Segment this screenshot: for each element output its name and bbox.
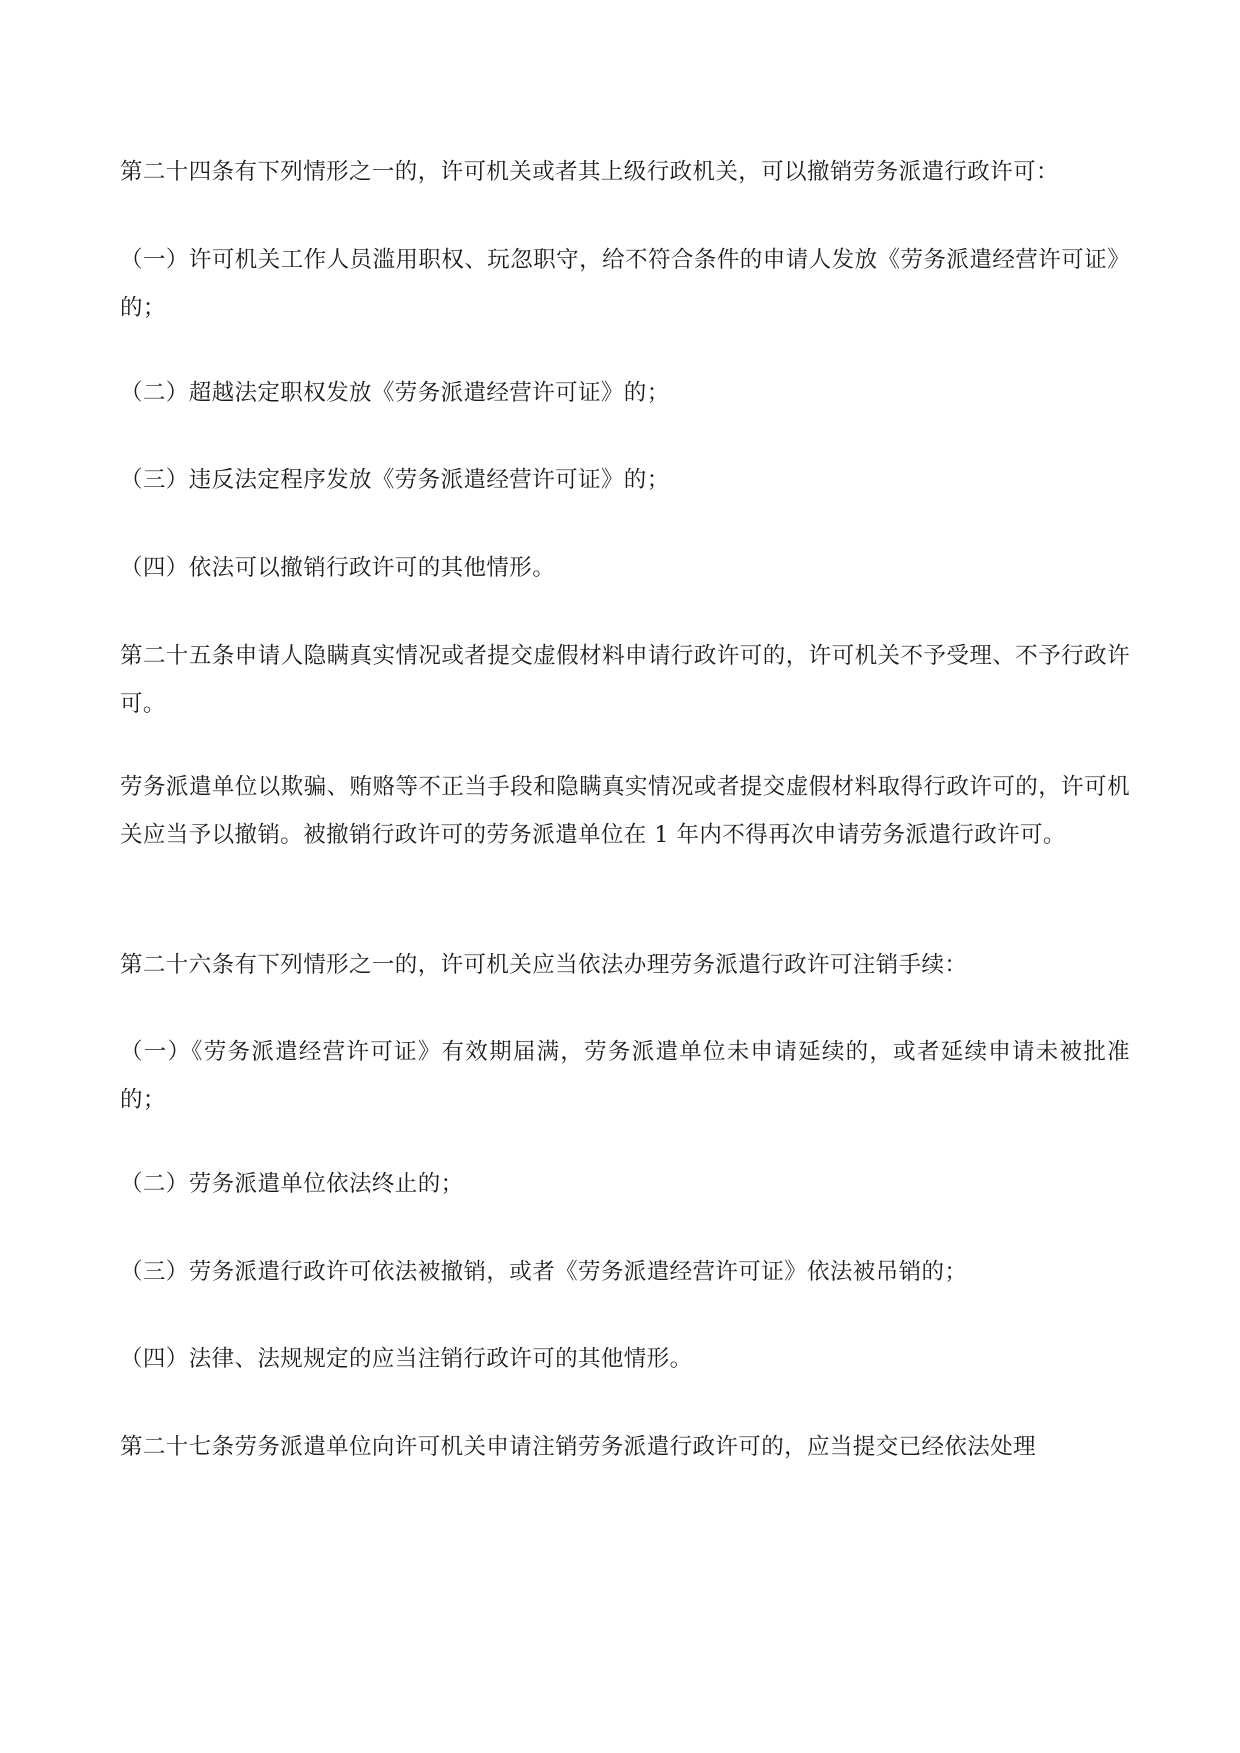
article-27-paragraph: 第二十七条劳务派遣单位向许可机关申请注销劳务派遣行政许可的，应当提交已经依法处理	[120, 1434, 1037, 1460]
article-25-paragraph-2: 劳务派遣单位以欺骗、贿赂等不正当手段和隐瞒真实情况或者提交虚假材料取得行政许可的，许可机关应当予以撤销。被撤销行政许可的劳务派遣单位在 1 年内不得再次申请劳务派遣行政许可。	[120, 774, 1130, 848]
article-26-heading: 第二十六条有下列情形之一的，许可机关应当依法办理劳务派遣行政许可注销手续：	[120, 952, 968, 978]
article-25-paragraph-1: 第二十五条申请人隐瞒真实情况或者提交虚假材料申请行政许可的，许可机关不予受理、不予行政许可。	[120, 643, 1130, 717]
article-26-item-4: （四）法律、法规规定的应当注销行政许可的其他情形。	[120, 1346, 693, 1372]
article-24-item-3: （三）违反法定程序发放《劳务派遣经营许可证》的；	[120, 467, 670, 493]
article-26-item-2: （二）劳务派遣单位依法终止的；	[120, 1171, 464, 1197]
article-26-item-3: （三）劳务派遣行政许可依法被撤销，或者《劳务派遣经营许可证》依法被吊销的；	[120, 1259, 968, 1285]
article-24-heading: 第二十四条有下列情形之一的，许可机关或者其上级行政机关，可以撤销劳务派遣行政许可：	[120, 159, 1059, 185]
article-24-item-2: （二）超越法定职权发放《劳务派遣经营许可证》的；	[120, 380, 670, 406]
article-24-item-1: （一）许可机关工作人员滥用职权、玩忽职守，给不符合条件的申请人发放《劳务派遣经营许可证》的；	[120, 247, 1130, 321]
article-24-item-4: （四）依法可以撤销行政许可的其他情形。	[120, 555, 556, 581]
article-26-item-1: （一）《劳务派遣经营许可证》有效期届满，劳务派遣单位未申请延续的，或者延续申请未被批准的；	[120, 1039, 1130, 1113]
